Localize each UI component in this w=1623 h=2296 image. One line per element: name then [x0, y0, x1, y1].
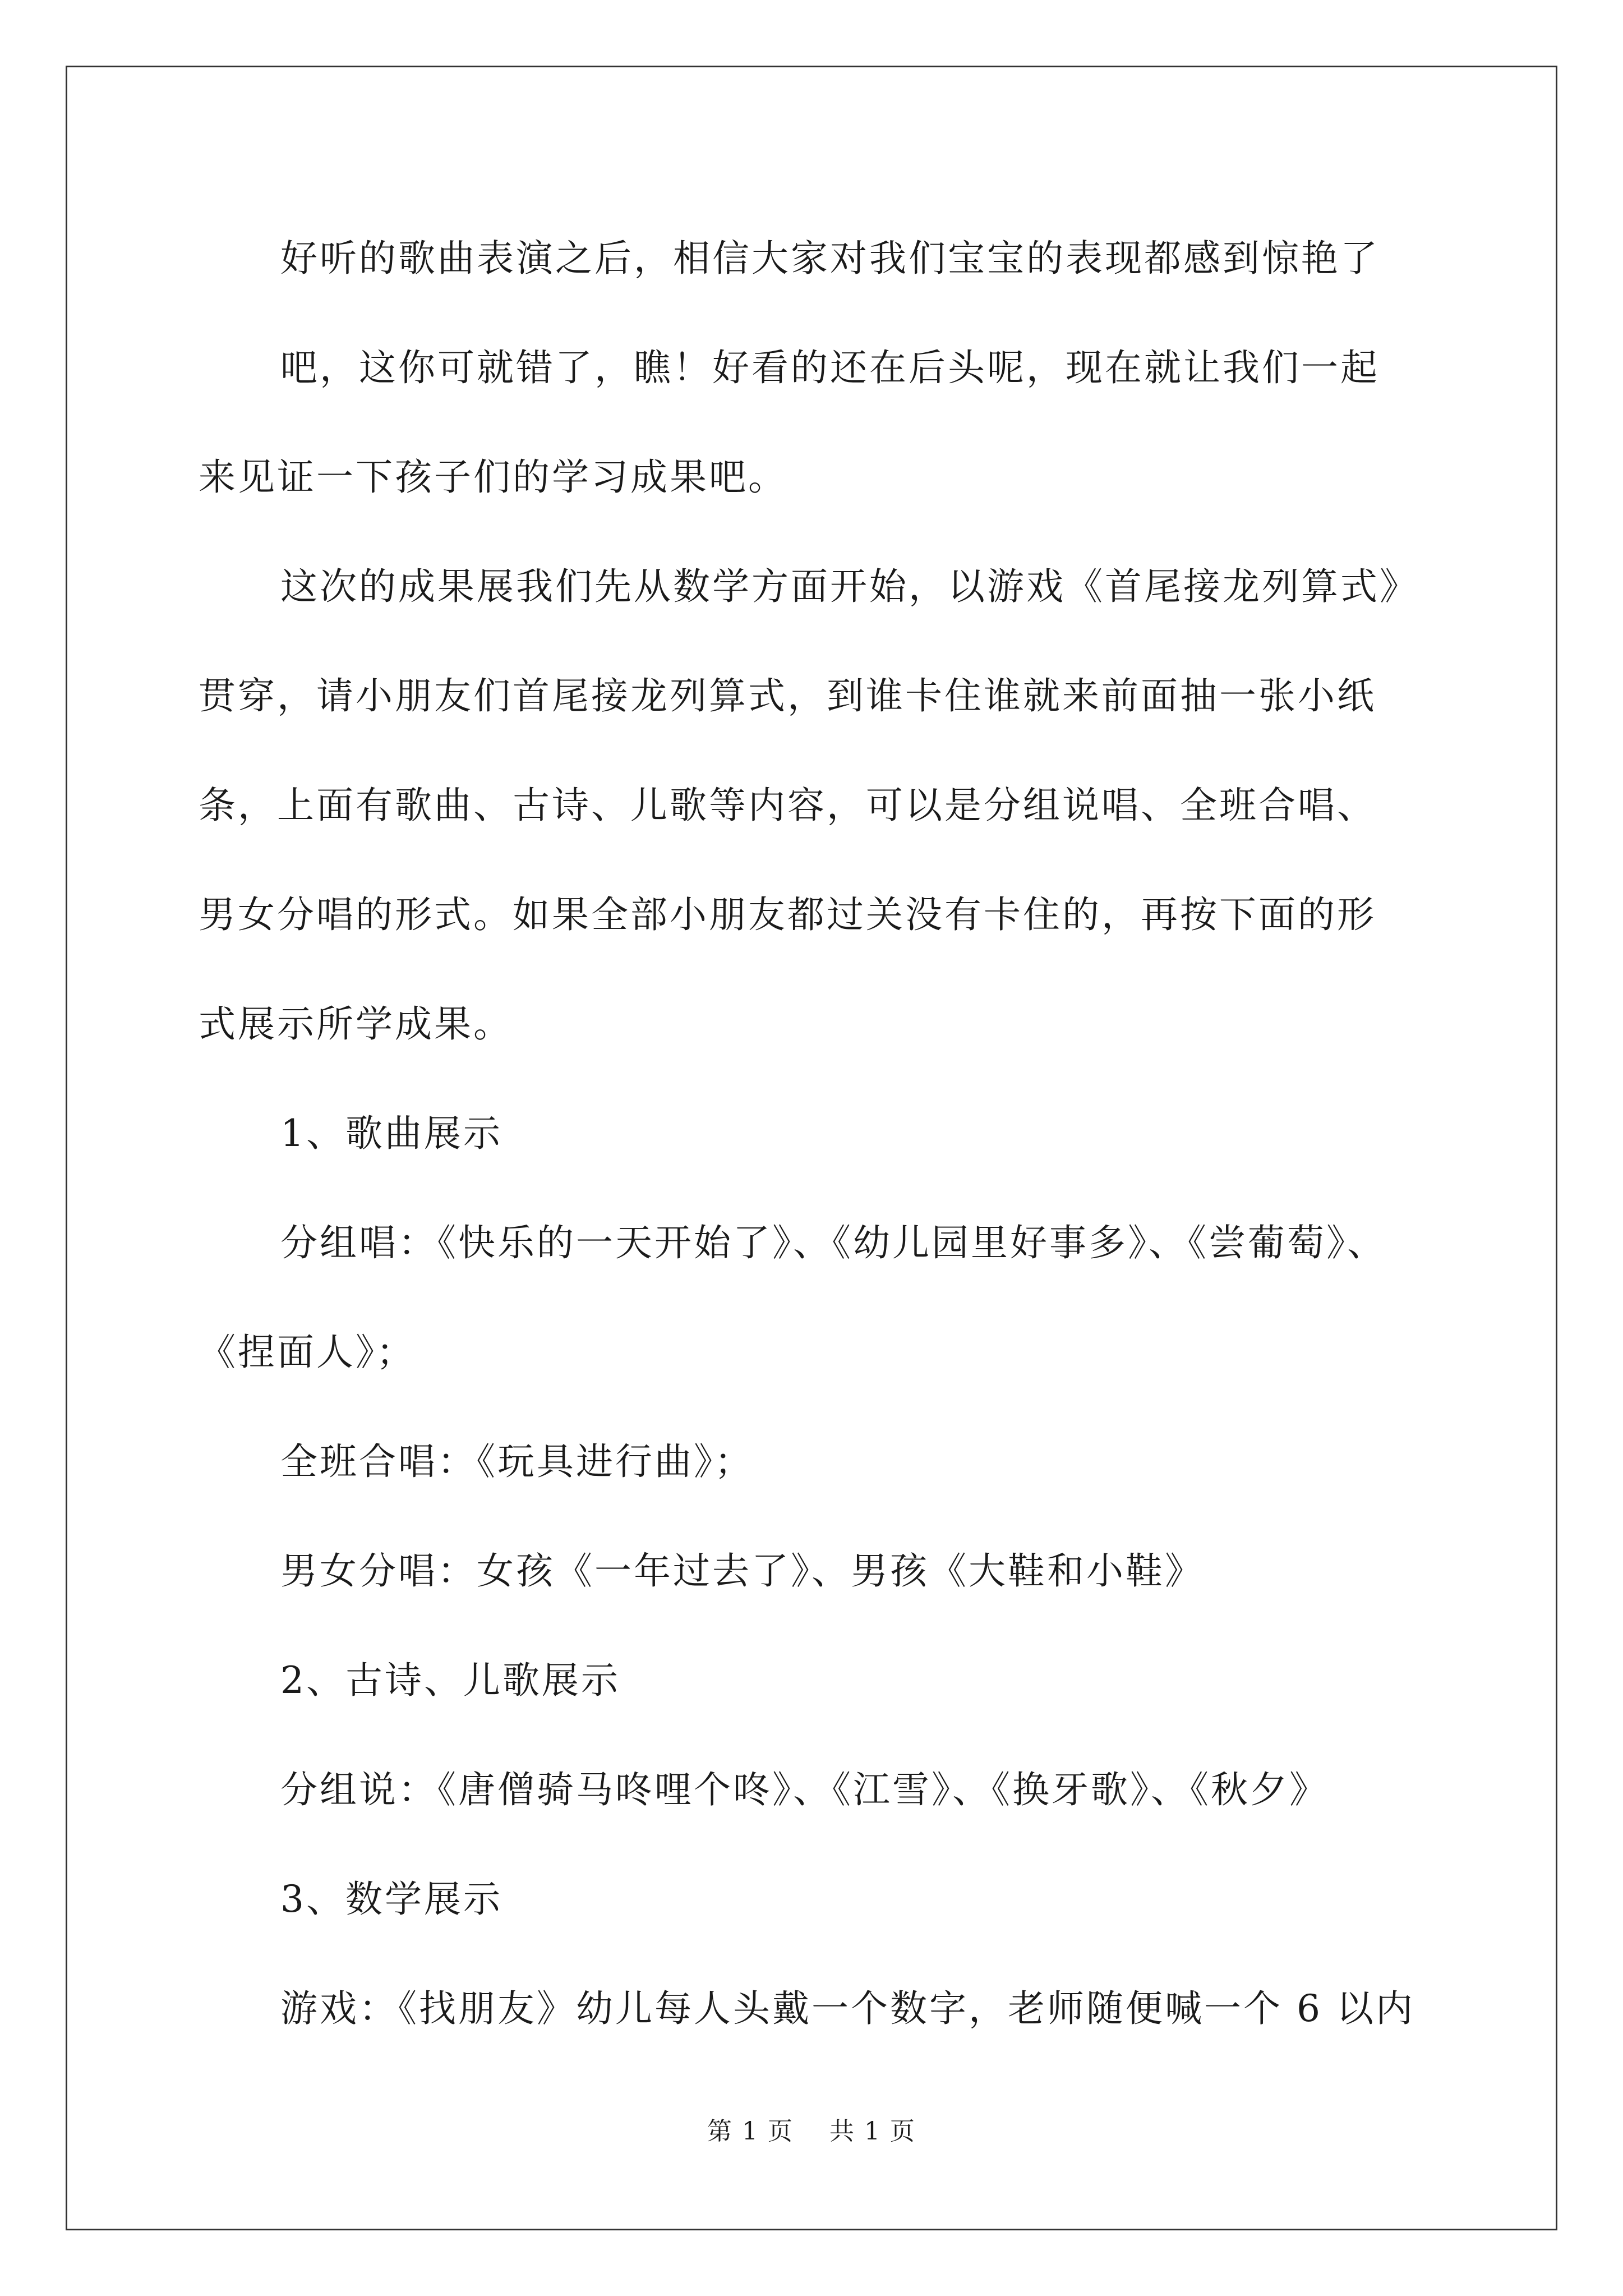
- text-line: 男女分唱：女孩《一年过去了》、男孩《大鞋和小鞋》: [280, 1549, 1204, 1593]
- page-footer: 第 1 页 共 1 页: [707, 2117, 916, 2146]
- text-line: 全班合唱：《玩具进行曲》；: [280, 1440, 754, 1483]
- text-line: 好听的歌曲表演之后，相信大家对我们宝宝的表现都感到惊艳了: [280, 237, 1380, 280]
- text-line: 这次的成果展我们先从数学方面开始，以游戏《首尾接龙列算式》: [280, 565, 1419, 608]
- text-line: 分组说：《唐僧骑马咚哩个咚》、《江雪》、《换牙歌》、《秋夕》: [280, 1768, 1329, 1811]
- text-line: 条，上面有歌曲、古诗、儿歌等内容，可以是分组说唱、全班合唱、: [199, 784, 1376, 827]
- text-line: 《捏面人》；: [199, 1331, 416, 1374]
- section-heading-poems: 2、古诗、儿歌展示: [280, 1659, 620, 1702]
- text-line: 吧，这你可就错了，瞧！好看的还在后头呢，现在就让我们一起: [280, 346, 1380, 389]
- section-heading-math: 3、数学展示: [280, 1878, 502, 1921]
- text-line: 来见证一下孩子们的学习成果吧。: [199, 455, 787, 499]
- text-line: 分组唱：《快乐的一天开始了》、《幼儿园里好事多》、《尝葡萄》、: [280, 1221, 1386, 1264]
- text-line: 贯穿，请小朋友们首尾接龙列算式，到谁卡住谁就来前面抽一张小纸: [199, 674, 1376, 717]
- document-body: [199, 204, 1432, 2063]
- section-heading-songs: 1、歌曲展示: [280, 1112, 502, 1155]
- text-line: 式展示所学成果。: [199, 1002, 513, 1046]
- text-line: 游戏：《找朋友》幼儿每人头戴一个数字，老师随便喊一个 6 以内: [280, 1987, 1415, 2030]
- text-line: 男女分唱的形式。如果全部小朋友都过关没有卡住的，再按下面的形: [199, 893, 1376, 936]
